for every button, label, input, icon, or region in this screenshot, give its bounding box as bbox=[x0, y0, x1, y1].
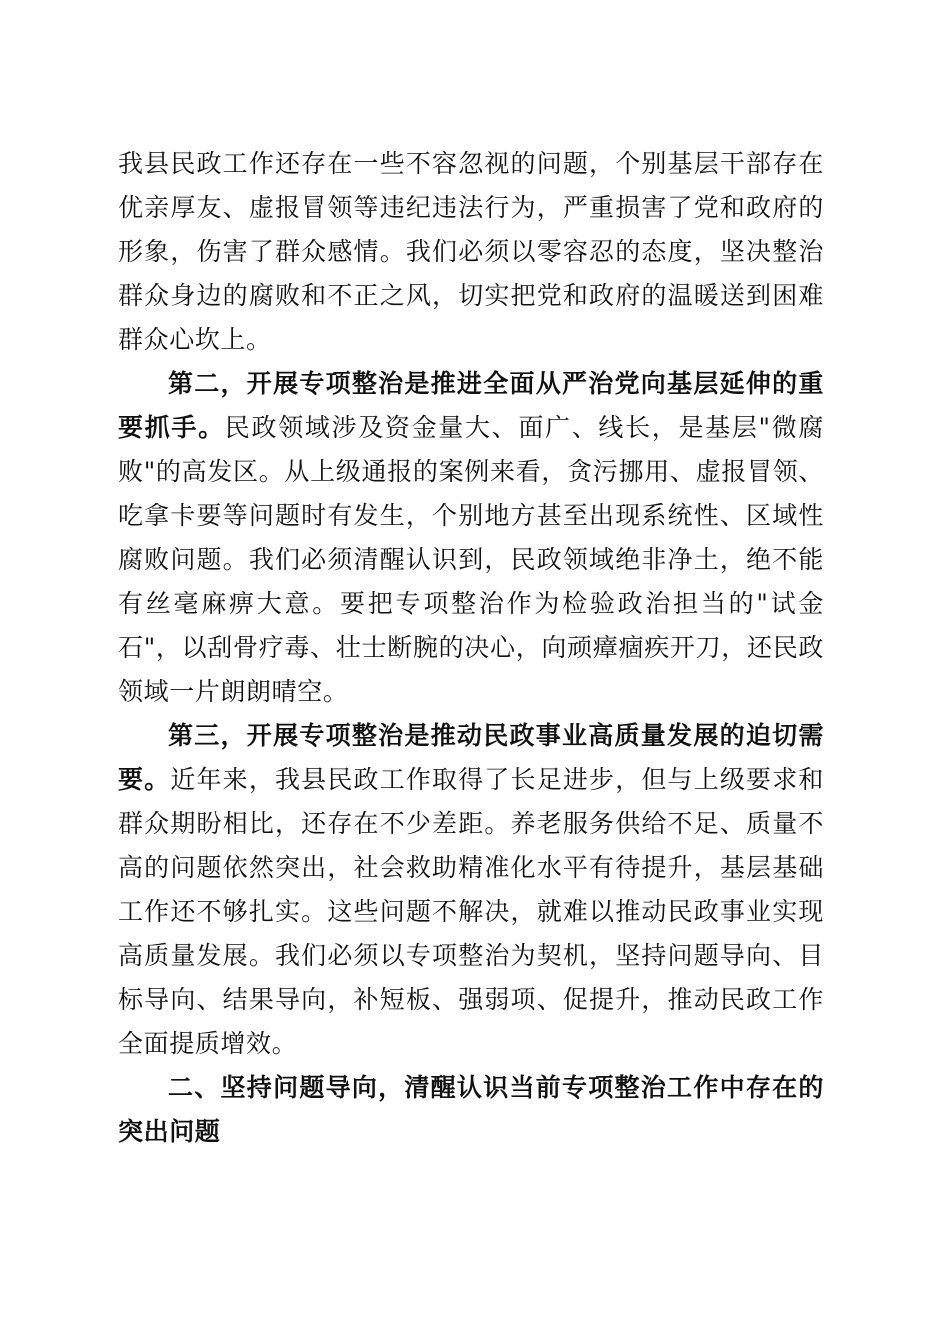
paragraph-1 bbox=[118, 142, 824, 362]
paragraph-3-lead: 第三，开展专项整治是推动民政事业高质量发展的迫切需要。 bbox=[118, 721, 824, 794]
paragraph-2 bbox=[118, 362, 824, 714]
paragraph-2-lead: 第二，开展专项整治是推进全面从严治党向基层延伸的重要抓手。 bbox=[118, 369, 824, 442]
paragraph-3-text: 近年来，我县民政工作取得了长足进步，但与上级要求和群众期盼相比，还存在不少差距。养老服务供给不足、质量不高的问题依然突出，社会救助精准化水平有待提升，基层基础工作还不够扎实。这些问题不解决，就难以推动民政事业实现高质量发展。我们必须以专项整治为契机，坚持问题导向、目标导向、结果导向，补短板、强弱项、促提升，推动民政工作全面提质增效。 bbox=[118, 765, 824, 1058]
section-heading: 二、坚持问题导向，清醒认识当前专项整治工作中存在的突出问题 bbox=[118, 1073, 824, 1146]
paragraph-3 bbox=[118, 714, 824, 1066]
paragraph-1-text: 我县民政工作还存在一些不容忽视的问题，个别基层干部存在优亲厚友、虚报冒领等违纪违法行为，严重损害了党和政府的形象，伤害了群众感情。我们必须以零容忍的态度，坚决整治群众身边的腐败和不正之风，切实把党和政府的温暖送到困难群众心坎上。 bbox=[118, 149, 824, 354]
document-page bbox=[118, 142, 824, 1154]
paragraph-2-text: 民政领域涉及资金量大、面广、线长，是基层"微腐败"的高发区。从上级通报的案例来看，贪污挪用、虚报冒领、吃拿卡要等问题时有发生，个别地方甚至出现系统性、区域性腐败问题。我们必须清醒认识到，民政领域绝非净土，绝不能有丝毫麻痹大意。要把专项整治作为检验政治担当的"试金石"，以刮骨疗毒、壮士断腕的决心，向顽瘴痼疾开刀，还民政领域一片朗朗晴空。 bbox=[118, 413, 824, 706]
